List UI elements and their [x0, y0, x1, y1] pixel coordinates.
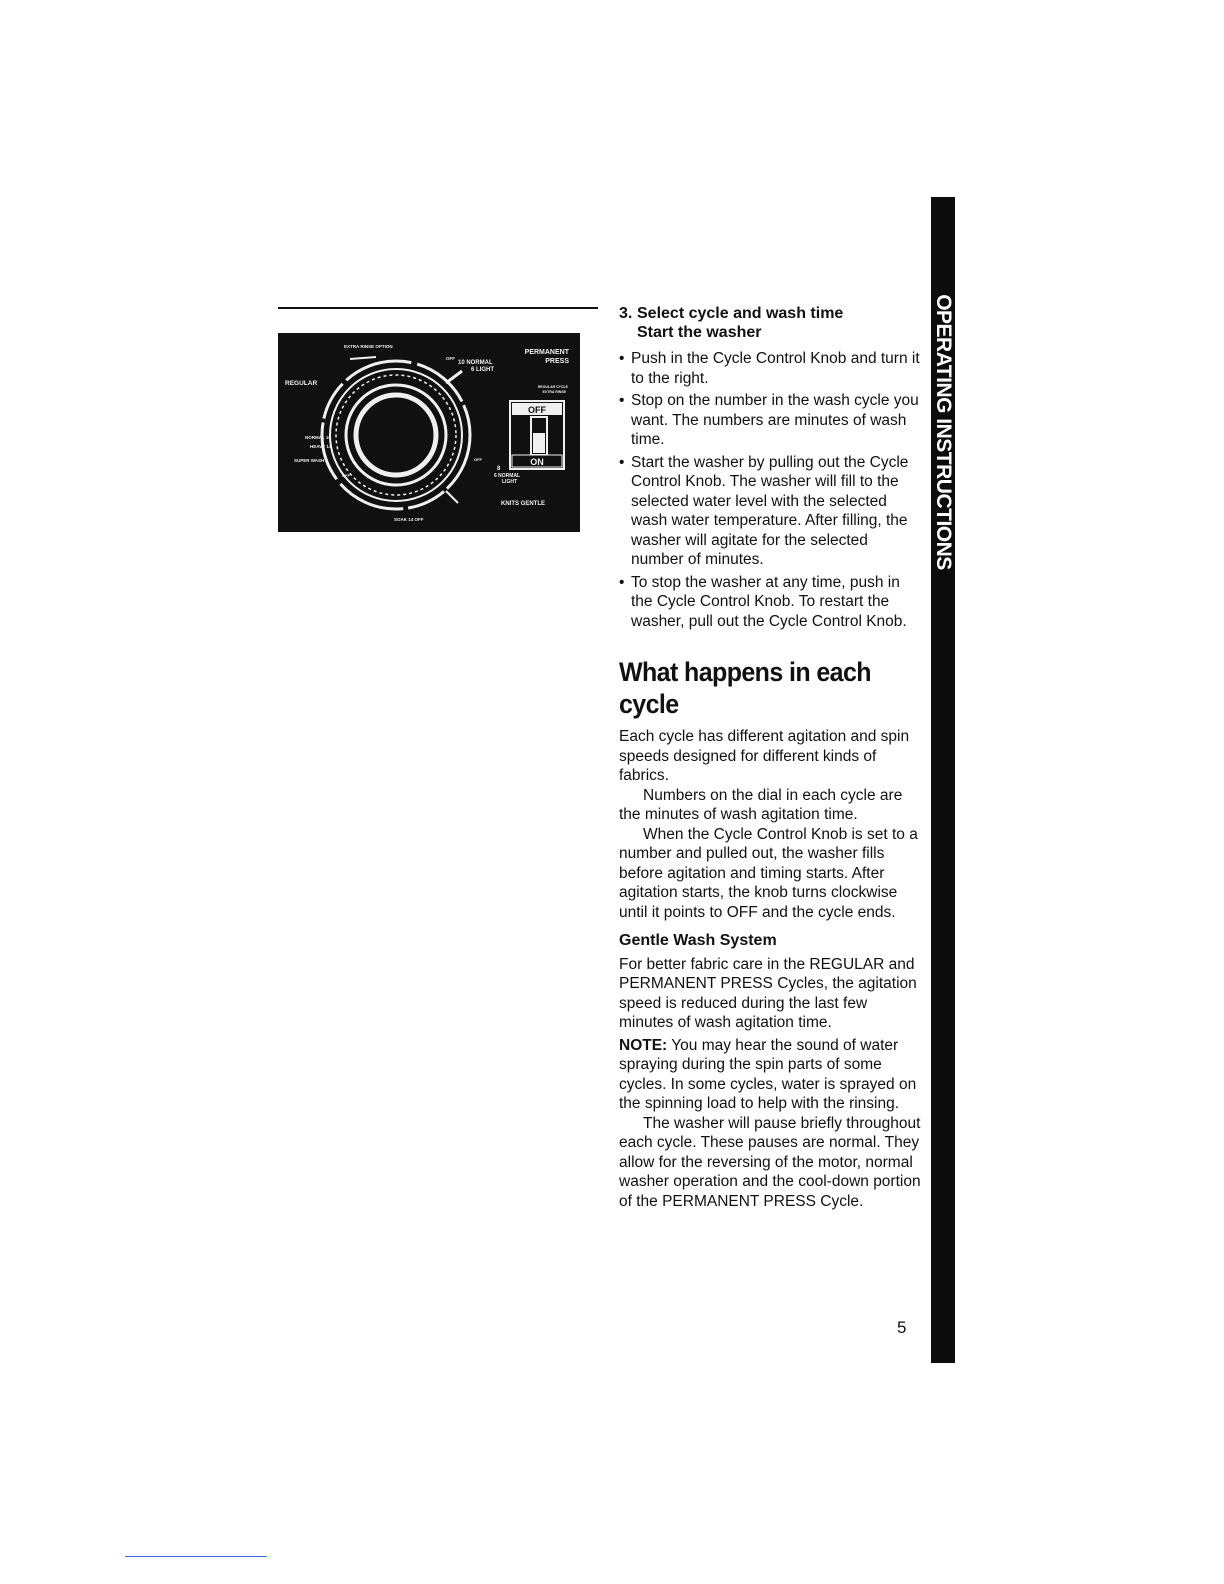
power-switch	[510, 401, 564, 469]
list-item: • To stop the washer at any time, push in the Cycle Control Knob. To restart the washer, pull out the Cycle Control Knob.	[619, 573, 924, 632]
dial-light-6: 6 LIGHT	[471, 367, 495, 373]
dial-heavy-14-left: HEAVY 14	[310, 444, 332, 449]
gentle-wash-text: For better fabric care in the REGULAR and PERMANENT PRESS Cycles, the agitation speed is reduced during the last few minutes of wash agitation time.	[619, 955, 917, 1031]
pause-paragraph: The washer will pause briefly throughout each cycle. These pauses are normal. They allow for the reversing of the motor, normal washer operation and the cool-down portion of the PERMANENT PRESS Cycle.	[619, 1114, 921, 1210]
paragraph: Each cycle has different agitation and spin speeds designed for different kinds of fabrics.	[619, 728, 910, 784]
list-item: • Stop on the number in the wash cycle you want. The numbers are minutes of wash time.	[619, 391, 924, 450]
step-3-bullets	[619, 349, 924, 631]
dial-6-normal: 6 NORMAL	[494, 473, 521, 479]
paragraph: Numbers on the dial in each cycle are the minutes of wash agitation time.	[619, 786, 903, 823]
dial-light-right: LIGHT	[502, 479, 517, 485]
step-title-line1: Select cycle and wash time	[637, 305, 844, 322]
step-title-line2: Start the washer	[637, 324, 762, 341]
control-panel-illustration	[278, 333, 580, 532]
press-label: PRESS	[545, 358, 569, 365]
knits-gentle-label: KNITS GENTLE	[501, 501, 546, 507]
dial-8: 8	[497, 466, 501, 472]
section-heading: What happens in each cycle	[619, 657, 871, 720]
dial-normal-10-left: NORMAL 10	[305, 435, 331, 440]
step-3-title	[619, 304, 924, 342]
extra-rinse-option-label: EXTRA RINSE OPTION	[344, 344, 393, 349]
note-text: You may hear the sound of water spraying during the spin parts of some cycles. In some cycles, water is sprayed on the spinning load to help with the rinsing.	[619, 1036, 917, 1112]
dial-super-wash-4: SUPER WASH 4	[294, 458, 329, 463]
list-item: • Push in the Cycle Control Knob and turn it to the right.	[619, 349, 924, 388]
note-paragraph	[619, 1036, 924, 1114]
regular-label: REGULAR	[285, 380, 318, 387]
dial-off-right: OFF	[474, 457, 482, 462]
page-number: 5	[897, 1318, 907, 1337]
text-column	[619, 304, 924, 1211]
side-tab-label: OPERATING INSTRUCTIONS	[932, 294, 955, 570]
gentle-wash-subheading: Gentle Wash System	[619, 932, 777, 949]
permanent-label: PERMANENT	[524, 349, 569, 356]
paragraph: When the Cycle Control Knob is set to a number and pulled out, the washer fills before agitation and timing starts. After agitation starts, the knob turns clockwise until it points to OFF and the cycle ends.	[619, 825, 918, 921]
note-label: NOTE:	[619, 1036, 668, 1054]
step-number: 3.	[619, 305, 633, 322]
switch-on-label: ON	[530, 457, 544, 467]
regular-cycle-label: REGULAR CYCLE	[537, 385, 568, 389]
list-item: • Start the washer by pulling out the Cycle Control Knob. The washer will fill to the selected water level with the selected wash water temperature. After filling, the washer will agitate for the selected number of minutes.	[619, 453, 924, 570]
dial-off-left: OFF	[342, 473, 350, 478]
dial-off-top: OFF	[446, 356, 455, 361]
switch-off-label: OFF	[528, 405, 546, 415]
extra-rinse-label: EXTRA RINSE	[542, 390, 566, 394]
soak-label: SOAK 14 OFF	[394, 517, 424, 522]
cycle-dial	[322, 357, 470, 509]
top-rule	[278, 307, 598, 309]
footer-rule	[125, 1556, 267, 1557]
dial-normal-10: 10 NORMAL	[458, 360, 493, 366]
